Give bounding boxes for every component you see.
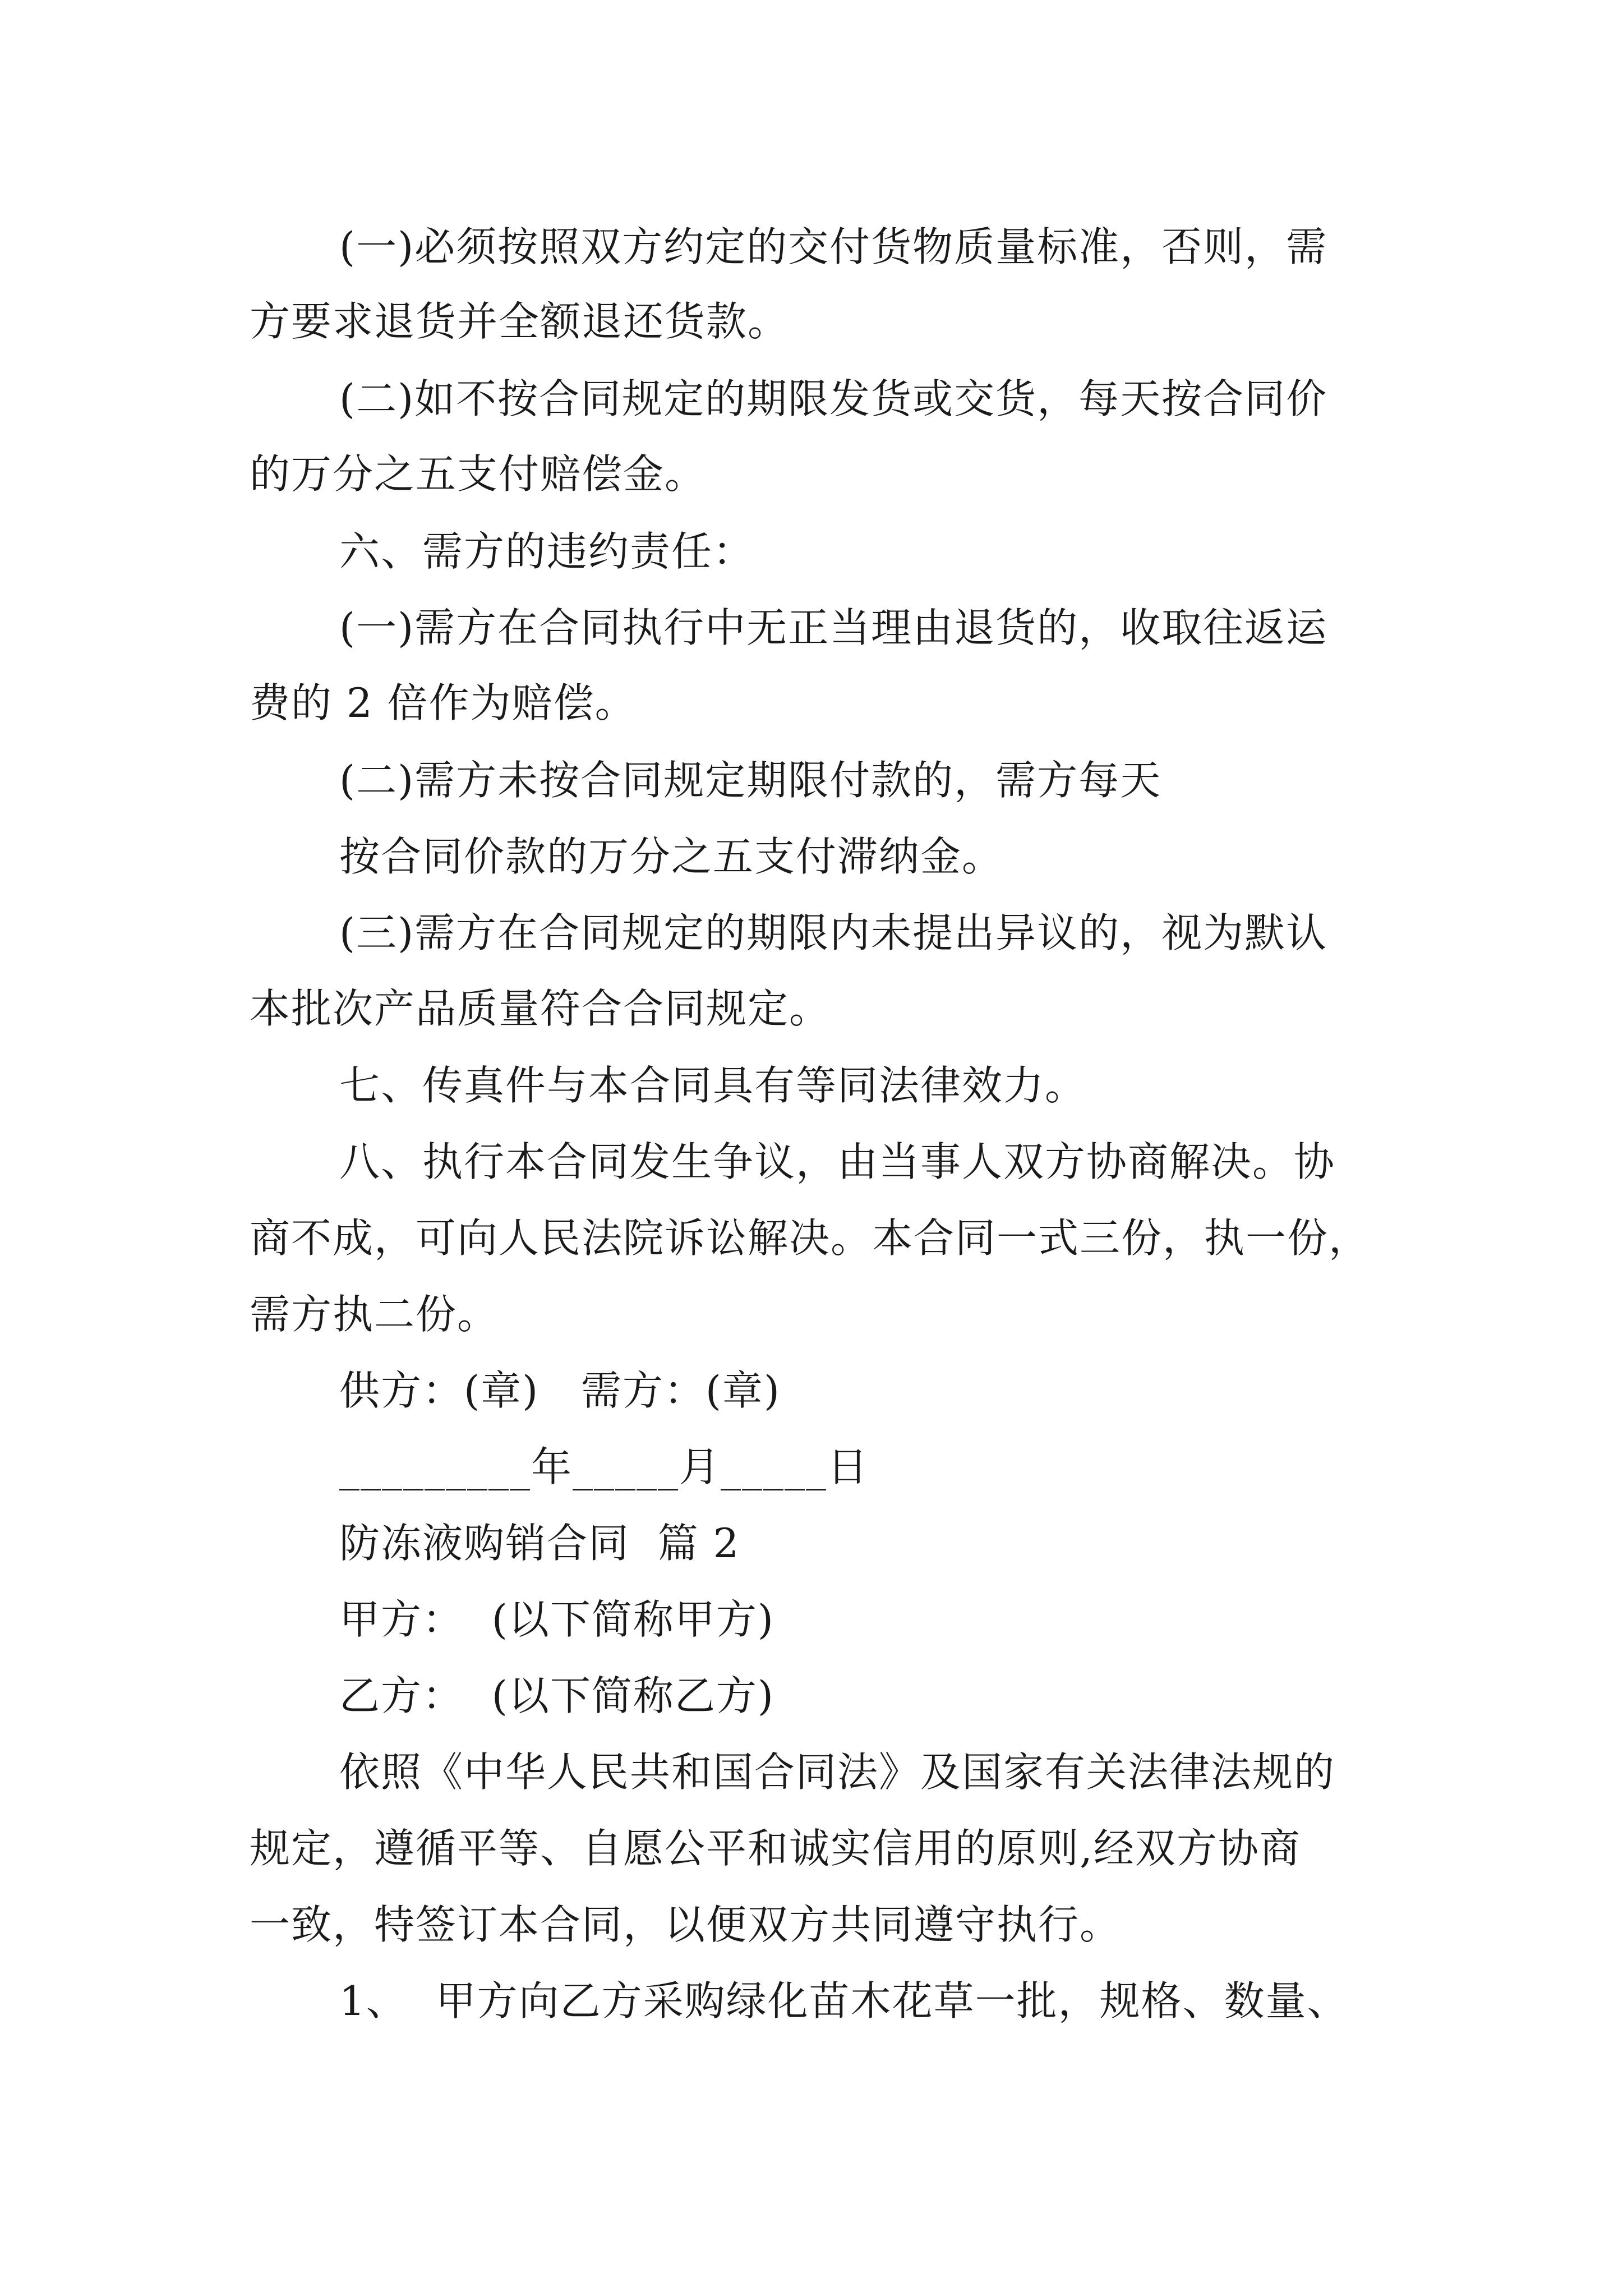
paragraph-line: 按合同价款的万分之五支付滞纳金。 xyxy=(339,833,1004,880)
paragraph-line: 方要求退货并全额退还货款。 xyxy=(250,298,790,345)
paragraph-line: 的万分之五支付赔偿金。 xyxy=(250,450,707,498)
party-a-line: 甲方： (以下简称甲方) xyxy=(339,1596,774,1643)
paragraph-line: (三)需方在合同规定的期限内未提出异议的，视为默认 xyxy=(339,909,1328,956)
contract-title: 防冻液购销合同 篇 2 xyxy=(339,1520,740,1567)
paragraph-line: 本批次产品质量符合合同规定。 xyxy=(250,985,831,1032)
paragraph-line: 费的 2 倍作为赔偿。 xyxy=(250,679,637,726)
paragraph-line: (一)必须按照双方约定的交付货物质量标准，否则，需 xyxy=(339,223,1328,270)
paragraph-line: 1、 甲方向乙方采购绿化苗木花草一批，规格、数量、 xyxy=(339,1977,1349,2024)
paragraph-line: (二)如不按合同规定的期限发货或交货，每天按合同价 xyxy=(339,375,1328,422)
paragraph-line: 依照《中华人民共和国合同法》及国家有关法律法规的 xyxy=(339,1749,1336,1796)
paragraph-line: 需方执二份。 xyxy=(250,1291,499,1338)
paragraph-line: (二)需方未按合同规定期限付款的，需方每天 xyxy=(339,757,1162,804)
paragraph-line: 八、执行本合同发生争议，由当事人双方协商解决。协 xyxy=(339,1138,1336,1185)
paragraph-line: 一致，特签订本合同，以便双方共同遵守执行。 xyxy=(250,1901,1122,1948)
party-b-line: 乙方： (以下简称乙方) xyxy=(339,1672,774,1719)
paragraph-line: (一)需方在合同执行中无正当理由退货的，收取往返运 xyxy=(339,604,1328,651)
paragraph-line: 规定，遵循平等、自愿公平和诚实信用的原则,经双方协商 xyxy=(250,1825,1301,1872)
paragraph-line: 七、传真件与本合同具有等同法律效力。 xyxy=(339,1062,1087,1109)
signature-line: 供方：(章) 需方：(章) xyxy=(339,1367,781,1414)
paragraph-line: 商不成，可向人民法院诉讼解决。本合同一式三份，执一份， xyxy=(250,1214,1371,1262)
section-heading: 六、需方的违约责任： xyxy=(339,528,755,575)
date-line: _________年_____月_____日 xyxy=(339,1443,869,1490)
